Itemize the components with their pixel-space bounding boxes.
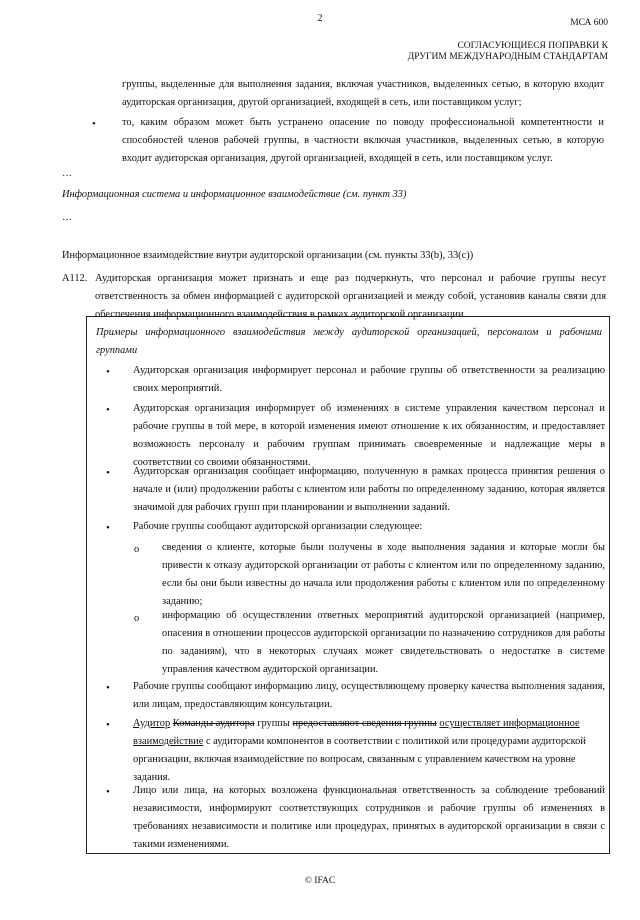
inserted-text: взаимодействие [133, 736, 204, 747]
header-title-line2: ДРУГИМ МЕЖДУНАРОДНЫМ СТАНДАРТАМ [407, 52, 608, 62]
box-bullet-4: Рабочие группы сообщают аудиторской организации следующее: [133, 521, 423, 532]
ellipsis: … [62, 168, 72, 179]
page-number: 2 [317, 13, 323, 24]
box-bullet-marker: • [106, 719, 110, 731]
box-bullet-3: Аудиторская организация сообщает информацию, полученную в рамках процесса принятия решения о начале и (или) продолжении работы с клиентом или работы по определенному заданию, которая является значимой для рабочих групп при планировании и выполнении заданий. [133, 466, 605, 513]
footer-copyright: © IFAC [304, 876, 336, 886]
box-title: Примеры информационного взаимодействия между аудиторской организацией, персоналом и рабочими группами [96, 327, 602, 356]
bullet-text: то, каким образом может быть устранено опасение по поводу профессиональной компетентности и способностей членов рабочей группы, в частности включая участников, выделенных сетью, в которую входит аудиторская организация, другой организацией, входящей в сеть, или поставщиком услуг. [122, 117, 604, 164]
box-bullet-marker: • [106, 366, 110, 378]
box-bullet-marker: • [106, 786, 110, 798]
sub-bullet-1: сведения о клиенте, которые были получены в ходе выполнения задания и которые могли бы привести к отказу аудиторской организации от работы с клиентом или по определенному заданию, если бы они были известны до начала или продолжения работы с клиентом или по определенному заданию; [162, 542, 605, 607]
bullet-marker: • [92, 118, 96, 130]
section-heading-internal-communication: Информационное взаимодействие внутри аудиторской организации (см. пункты 33(b), 33(c)) [62, 250, 474, 261]
section-heading-information-system: Информационная система и информационное взаимодействие (см. пункт 33) [62, 189, 407, 200]
box-bullet-marker: • [106, 522, 110, 534]
deleted-text: предоставляют сведения группы [292, 718, 437, 729]
plain-text: группы [257, 718, 290, 729]
box-bullet-marker: • [106, 467, 110, 479]
continuation-text: группы, выделенные для выполнения задания, включая участников, выделенных сетью, в которую входит аудиторская организация, другой организацией, входящей в сеть, или поставщиком услуг; [122, 79, 604, 108]
plain-text: задания. [133, 772, 171, 783]
sub-bullet-marker: o [134, 613, 140, 624]
inserted-text: осуществляет информационное [439, 718, 580, 729]
plain-text: с аудиторами компонентов в соответствии с политикой или процедурами аудиторской [205, 736, 586, 747]
plain-text: организации, включая взаимодействие по вопросам, связанным с управлением качеством на уровне [133, 754, 576, 765]
inserted-text: Аудитор [133, 718, 171, 729]
box-bullet-6 [133, 715, 605, 787]
box-bullet-2: Аудиторская организация информирует об изменениях в системе управления качеством персонал и рабочие группы в той мере, в которой изменения имеют отношение к их обязанностям, и предоставляет возможность персоналу и рабочим группам принимать своевременные и надлежащие меры в соответствии со своими обязанностями. [133, 403, 605, 468]
ellipsis: … [62, 212, 72, 223]
sub-bullet-2: информацию об осуществлении ответных мероприятий аудиторской организацией (например, опасения в отношении процессов аудиторской организации по назначению сотрудников для работы по заданиям), что в некоторых случаях может свидетельствовать о недостатке в системе управления качеством аудиторской организации. [162, 610, 605, 675]
box-bullet-1: Аудиторская организация информирует персонал и рабочие группы об ответственности за реализацию своих мероприятий. [133, 365, 605, 394]
sub-bullet-marker: o [134, 544, 140, 555]
paragraph-text: Аудиторская организация может признать и еще раз подчеркнуть, что персонал и рабочие группы несут ответственность за обмен информацией с аудиторской организацией и между собой, установив каналы связи для обеспечения информационного взаимодействия в рамках аудиторской организации. [95, 273, 606, 320]
box-bullet-marker: • [106, 682, 110, 694]
paragraph-number: A112. [62, 273, 88, 284]
deleted-text: Команды аудитора [172, 718, 255, 729]
box-bullet-5: Рабочие группы сообщают информацию лицу, осуществляющему проверку качества выполнения задания, или лицам, предоставляющим консультации. [133, 681, 605, 710]
box-bullet-7: Лицо или лица, на которых возложена функциональная ответственность за соблюдение требований независимости, информируют соответствующих сотрудников и рабочие группы об изменениях в требованиях независимости и политике или процедурах, принятых в аудиторской организации в связи с такими изменениями. [133, 785, 605, 850]
box-bullet-marker: • [106, 404, 110, 416]
header-title-line1: СОГЛАСУЮЩИЕСЯ ПОПРАВКИ К [457, 41, 608, 51]
document-code: МСА 600 [570, 18, 608, 28]
